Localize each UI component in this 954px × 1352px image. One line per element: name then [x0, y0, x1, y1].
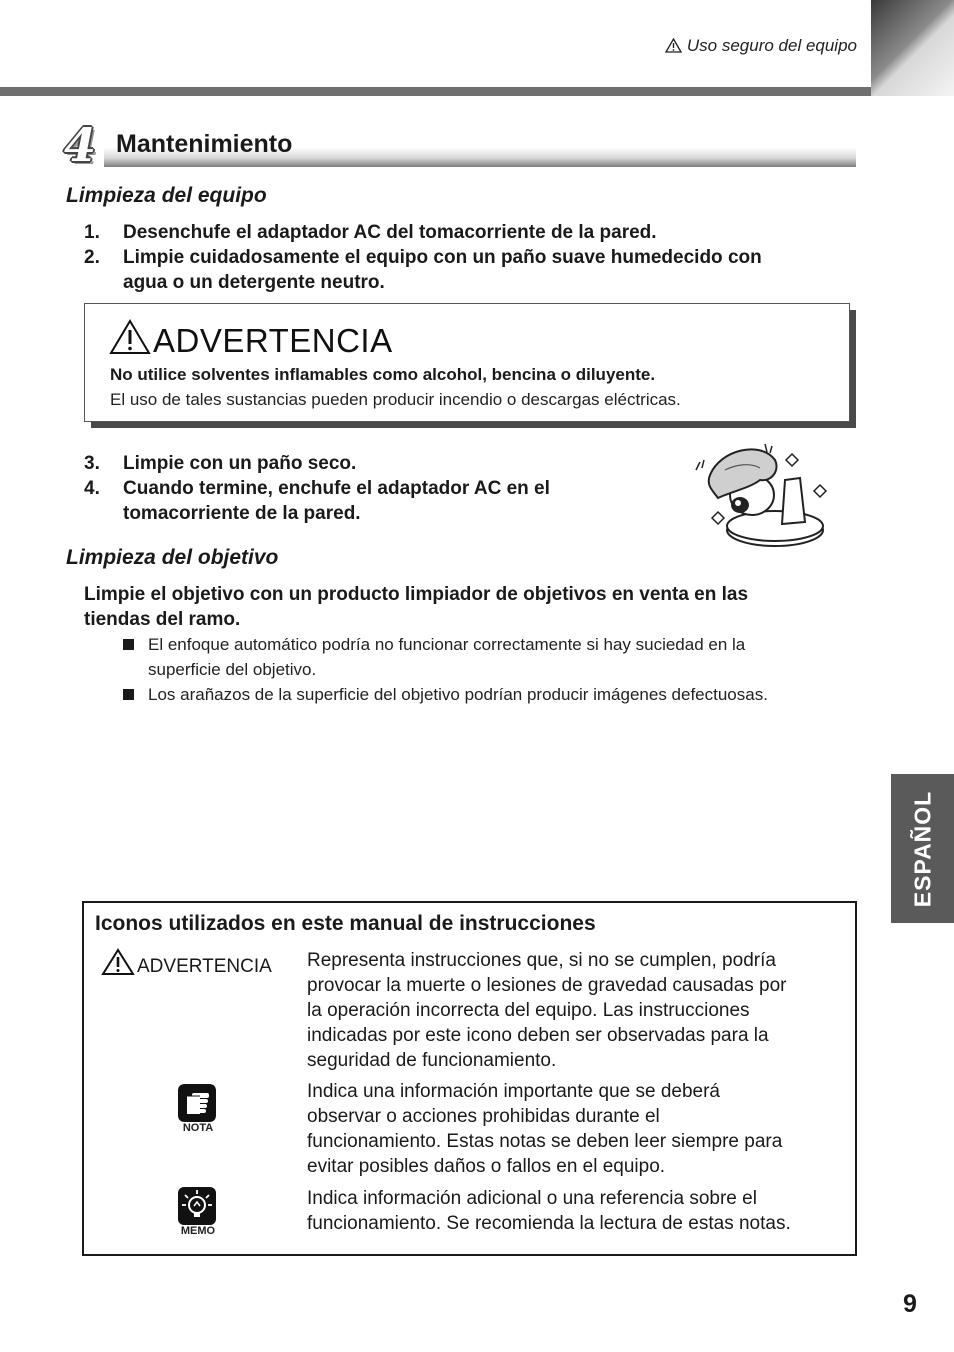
section-title: Mantenimiento [116, 130, 293, 158]
legend-nota [178, 1084, 218, 1134]
legend-warning-description [307, 948, 842, 1073]
section-number: 4 [64, 118, 97, 172]
step-3 [84, 451, 644, 476]
step-number: 1. [84, 222, 100, 243]
camera-cleaning-illustration [690, 440, 835, 555]
step-text-line-1: Limpie cuidadosamente el equipo con un paño suave humedecido con [123, 247, 762, 268]
pointing-hand-icon [178, 1084, 216, 1122]
lens-intro-line-1: Limpie el objetivo con un producto limpiador de objetivos en venta en las [84, 584, 749, 605]
warning-text: El uso de tales sustancias pueden producir incendio o descargas eléctricas. [110, 390, 681, 409]
page-corner-decoration [871, 0, 954, 96]
legend-memo-label: MEMO [180, 1225, 216, 1237]
step-1 [84, 220, 844, 245]
warning-title-text: ADVERTENCIA [153, 322, 393, 359]
step-text-line-1: Cuando termine, enchufe el adaptador AC en el [123, 478, 550, 499]
legend-memo [178, 1187, 218, 1237]
list-item [123, 682, 843, 707]
legend-warning-label [101, 948, 272, 978]
description-line: Indica una información importante que se deberá [307, 1081, 720, 1102]
lens-intro-line-2: tiendas del ramo. [84, 609, 241, 630]
description-line: Representa instrucciones que, si no se cumplen, podría [307, 950, 776, 971]
subheading-lens: Limpieza del objetivo [66, 546, 279, 569]
bullet-square-icon [123, 689, 134, 700]
step-number: 3. [84, 453, 100, 474]
step-text: Desenchufe el adaptador AC del tomacorriente de la pared. [123, 222, 657, 243]
description-line: Indica información adicional o una referencia sobre el [307, 1188, 757, 1209]
step-text-line-2: tomacorriente de la pared. [123, 503, 361, 524]
step-2 [84, 245, 844, 295]
step-4 [84, 476, 644, 526]
bullet-text-line-2: superficie del objetivo. [148, 660, 317, 679]
description-line: indicadas por este icono deben ser observadas para la [307, 1025, 769, 1046]
legend-nota-label: NOTA [182, 1122, 214, 1134]
legend-memo-description [307, 1186, 842, 1236]
subheading-equipment: Limpieza del equipo [66, 184, 267, 207]
language-tab [891, 774, 954, 923]
header-title: Uso seguro del equipo [686, 36, 857, 55]
bullet-text-line-1: Los arañazos de la superficie del objetivo podrían producir imágenes defectuosas. [148, 685, 768, 704]
lightbulb-icon [178, 1187, 216, 1225]
description-line: observar o acciones prohibidas durante el [307, 1106, 660, 1127]
step-text-line-2: agua o un detergente neutro. [123, 272, 385, 293]
warning-bold-text: No utilice solventes inflamables como alcohol, bencina o diluyente. [110, 365, 656, 384]
page-number: 9 [903, 1290, 917, 1318]
description-line: funcionamiento. Se recomienda la lectura de estas notas. [307, 1213, 791, 1234]
description-line: seguridad de funcionamiento. [307, 1050, 557, 1071]
description-line: provocar la muerte o lesiones de gravedad causadas por [307, 975, 787, 996]
description-line: funcionamiento. Estas notas se deben leer siempre para [307, 1131, 783, 1152]
running-header [665, 36, 857, 56]
icons-legend-title: Iconos utilizados en este manual de instrucciones [95, 912, 596, 935]
step-number: 2. [84, 247, 100, 268]
bullet-square-icon [123, 639, 134, 650]
list-item [123, 632, 843, 682]
description-line: evitar posibles daños o fallos en el equipo. [307, 1156, 666, 1177]
language-tab-label: ESPAÑOL [909, 790, 935, 907]
header-rule [0, 87, 871, 96]
legend-nota-description [307, 1079, 842, 1179]
warning-triangle-icon [109, 319, 151, 355]
step-text: Limpie con un paño seco. [123, 453, 357, 474]
bullet-text-line-1: El enfoque automático podría no funcionar correctamente si hay suciedad en la [148, 635, 746, 654]
step-number: 4. [84, 478, 100, 499]
warning-triangle-icon [101, 948, 135, 976]
warning-title [109, 319, 393, 360]
warning-triangle-icon [665, 38, 682, 53]
description-line: la operación incorrecta del equipo. Las instrucciones [307, 1000, 750, 1021]
legend-warning-label-text: ADVERTENCIA [137, 956, 272, 977]
